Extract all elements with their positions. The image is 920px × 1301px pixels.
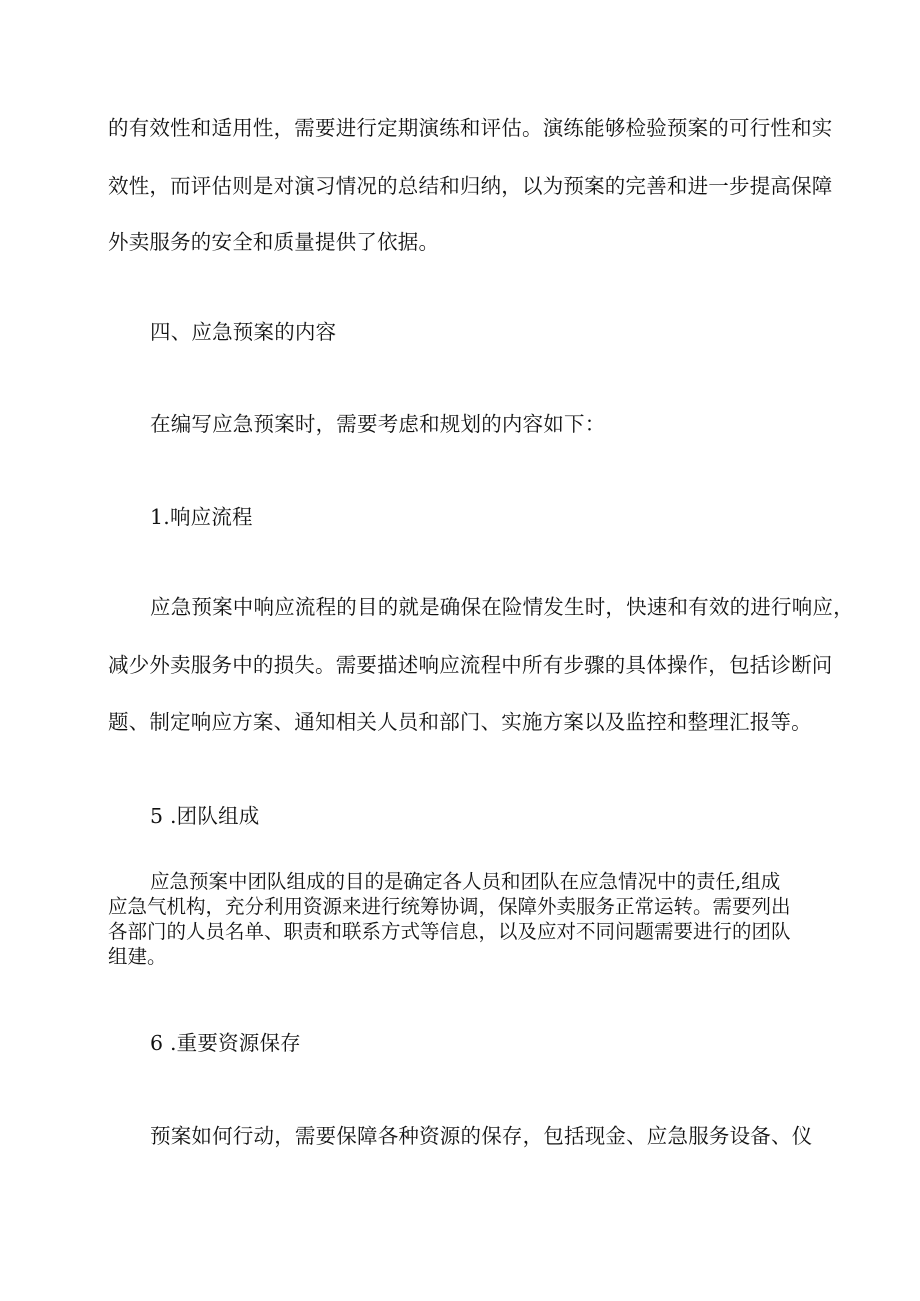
item6-line-1: 预案如何行动，需要保障各种资源的保存，包括现金、应急服务设备、仪 (150, 1124, 813, 1148)
intro-line-3: 外卖服务的安全和质量提供了依据。 (108, 230, 440, 254)
intro-line-1: 的有效性和适用性，需要进行定期演练和评估。演练能够检验预案的可行性和实 (108, 116, 833, 140)
section-intro: 在编写应急预案时，需要考虑和规划的内容如下： (150, 412, 606, 436)
item1-line-2: 减少外卖服务中的损失。需要描述响应流程中所有步骤的具体操作，包括诊断问 (108, 653, 833, 677)
item5-line-3: 各部门的人员名单、职责和联系方式等信息，以及应对不同问题需要进行的团队 (108, 920, 791, 943)
item5-line-4: 组建。 (108, 945, 167, 968)
item5-line-1: 应急预案中团队组成的目的是确定各人员和团队在应急情况中的责任,组成 (150, 870, 781, 893)
item6-heading: 6 .重要资源保存 (150, 1031, 301, 1055)
item1-line-3: 题、制定响应方案、通知相关人员和部门、实施方案以及监控和整理汇报等。 (108, 710, 812, 734)
item5-line-2: 应急气机构，充分利用资源来进行统筹协调，保障外卖服务正常运转。需要列出 (108, 895, 791, 918)
intro-line-2: 效性，而评估则是对演习情况的总结和归纳，以为预案的完善和进一步提高保障 (108, 174, 833, 198)
item1-heading: 1.响应流程 (150, 505, 253, 529)
section-heading: 四、应急预案的内容 (150, 320, 337, 344)
item5-heading: 5 .团队组成 (150, 804, 260, 828)
item1-line-1: 应急预案中响应流程的目的就是确保在险情发生时，快速和有效的进行响应， (150, 595, 854, 619)
